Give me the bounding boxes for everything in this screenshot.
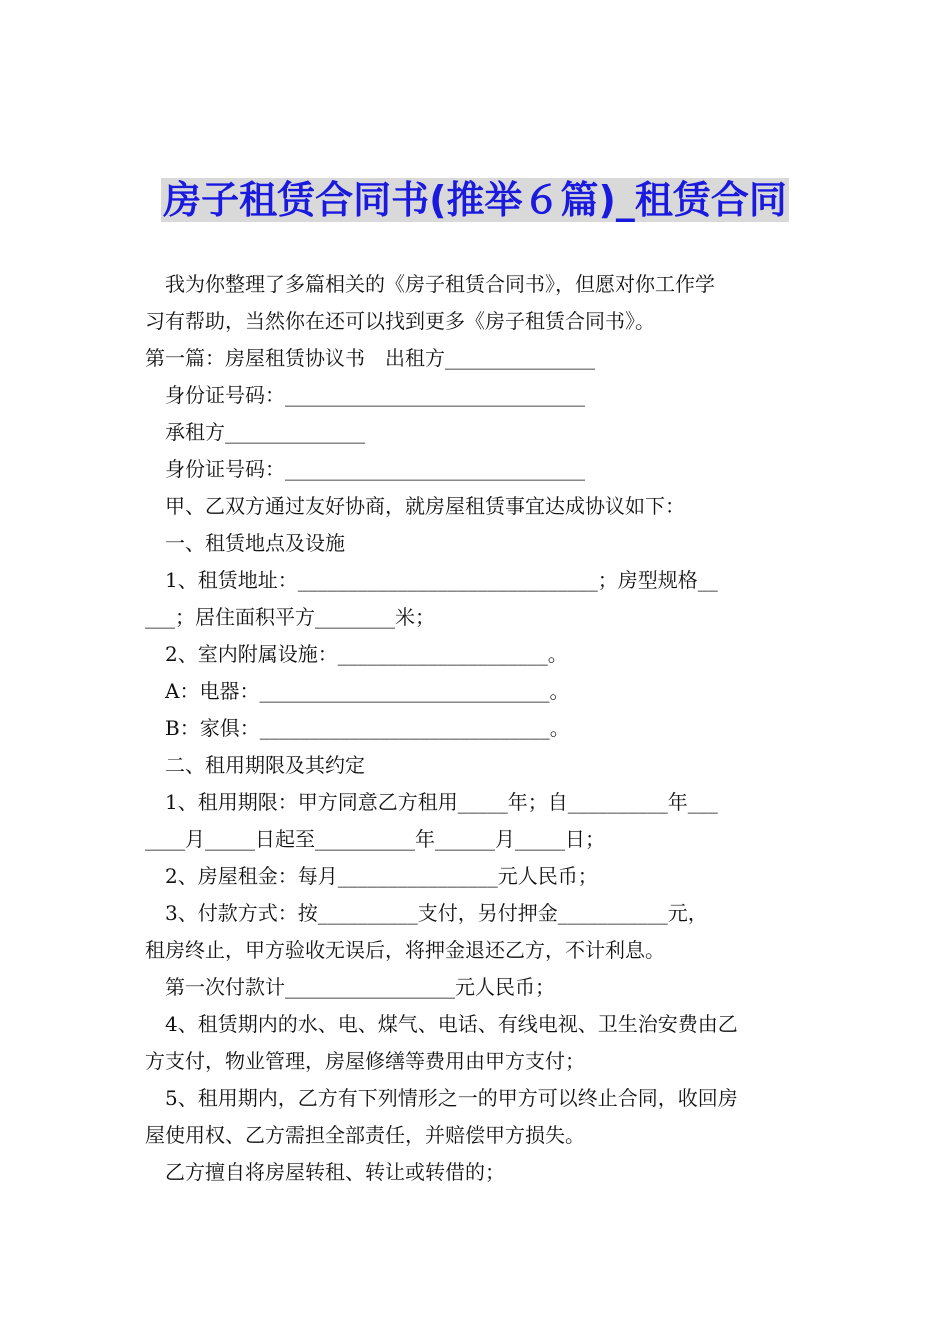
tenant-line: 承租方______________ — [165, 420, 365, 444]
intro-line-2: 习有帮助，当然你在还可以找到更多《房子租赁合同书》。 — [145, 309, 655, 333]
intro-line-1: 我为你整理了多篇相关的《房子租赁合同书》，但愿对你工作学 — [165, 272, 715, 296]
clause-2-2: 2、房屋租金：每月________________元人民币； — [165, 864, 598, 888]
clause-1-2: 2、室内附属设施：_____________________。 — [165, 642, 568, 666]
clause-2-3-line-2: 租房终止，甲方验收无误后，将押金退还乙方，不计利息。 — [145, 938, 665, 962]
clause-2-1-line-1: 1、租用期限：甲方同意乙方租用_____年；自__________年___ — [165, 790, 718, 814]
clause-heading-1: 一、租赁地点及设施 — [165, 531, 345, 555]
clause-2-1-line-2: ____月_____日起至__________年______月_____日； — [145, 827, 605, 851]
clause-1-1-line-1: 1、租赁地址：______________________________；房型规格__ — [165, 568, 718, 592]
clause-1-2-a: A：电器：_____________________________。 — [165, 679, 570, 703]
section-heading-1: 第一篇：房屋租赁协议书 出租方_______________ — [145, 346, 595, 370]
clause-heading-2: 二、租用期限及其约定 — [165, 753, 365, 777]
clause-2-3-line-1: 3、付款方式：按__________支付，另付押金___________元， — [165, 901, 708, 925]
document-title — [0, 172, 950, 228]
clause-2-5-line-2: 屋使用权、乙方需担全部责任，并赔偿甲方损失。 — [145, 1123, 585, 1147]
first-payment-line: 第一次付款计_________________元人民币； — [165, 975, 555, 999]
id-number-line-2: 身份证号码：______________________________ — [165, 457, 585, 481]
agreement-intro: 甲、乙双方通过友好协商，就房屋租赁事宜达成协议如下： — [165, 494, 685, 518]
document-body — [145, 266, 809, 1191]
sublet-condition-line: 乙方擅自将房屋转租、转让或转借的； — [165, 1160, 505, 1184]
clause-1-1-line-2: ___；居住面积平方________米； — [145, 605, 435, 629]
clause-2-5-line-1: 5、租用期内，乙方有下列情形之一的甲方可以终止合同，收回房 — [165, 1086, 738, 1110]
document-title-text: 房子租赁合同书(推举６篇)_租赁合同 — [163, 178, 787, 222]
clause-2-4-line-2: 方支付，物业管理，房屋修缮等费用由甲方支付； — [145, 1049, 585, 1073]
clause-2-4-line-1: 4、租赁期内的水、电、煤气、电话、有线电视、卫生治安费由乙 — [165, 1012, 738, 1036]
id-number-line-1: 身份证号码：______________________________ — [165, 383, 585, 407]
clause-1-2-b: B：家俱：_____________________________。 — [165, 716, 570, 740]
